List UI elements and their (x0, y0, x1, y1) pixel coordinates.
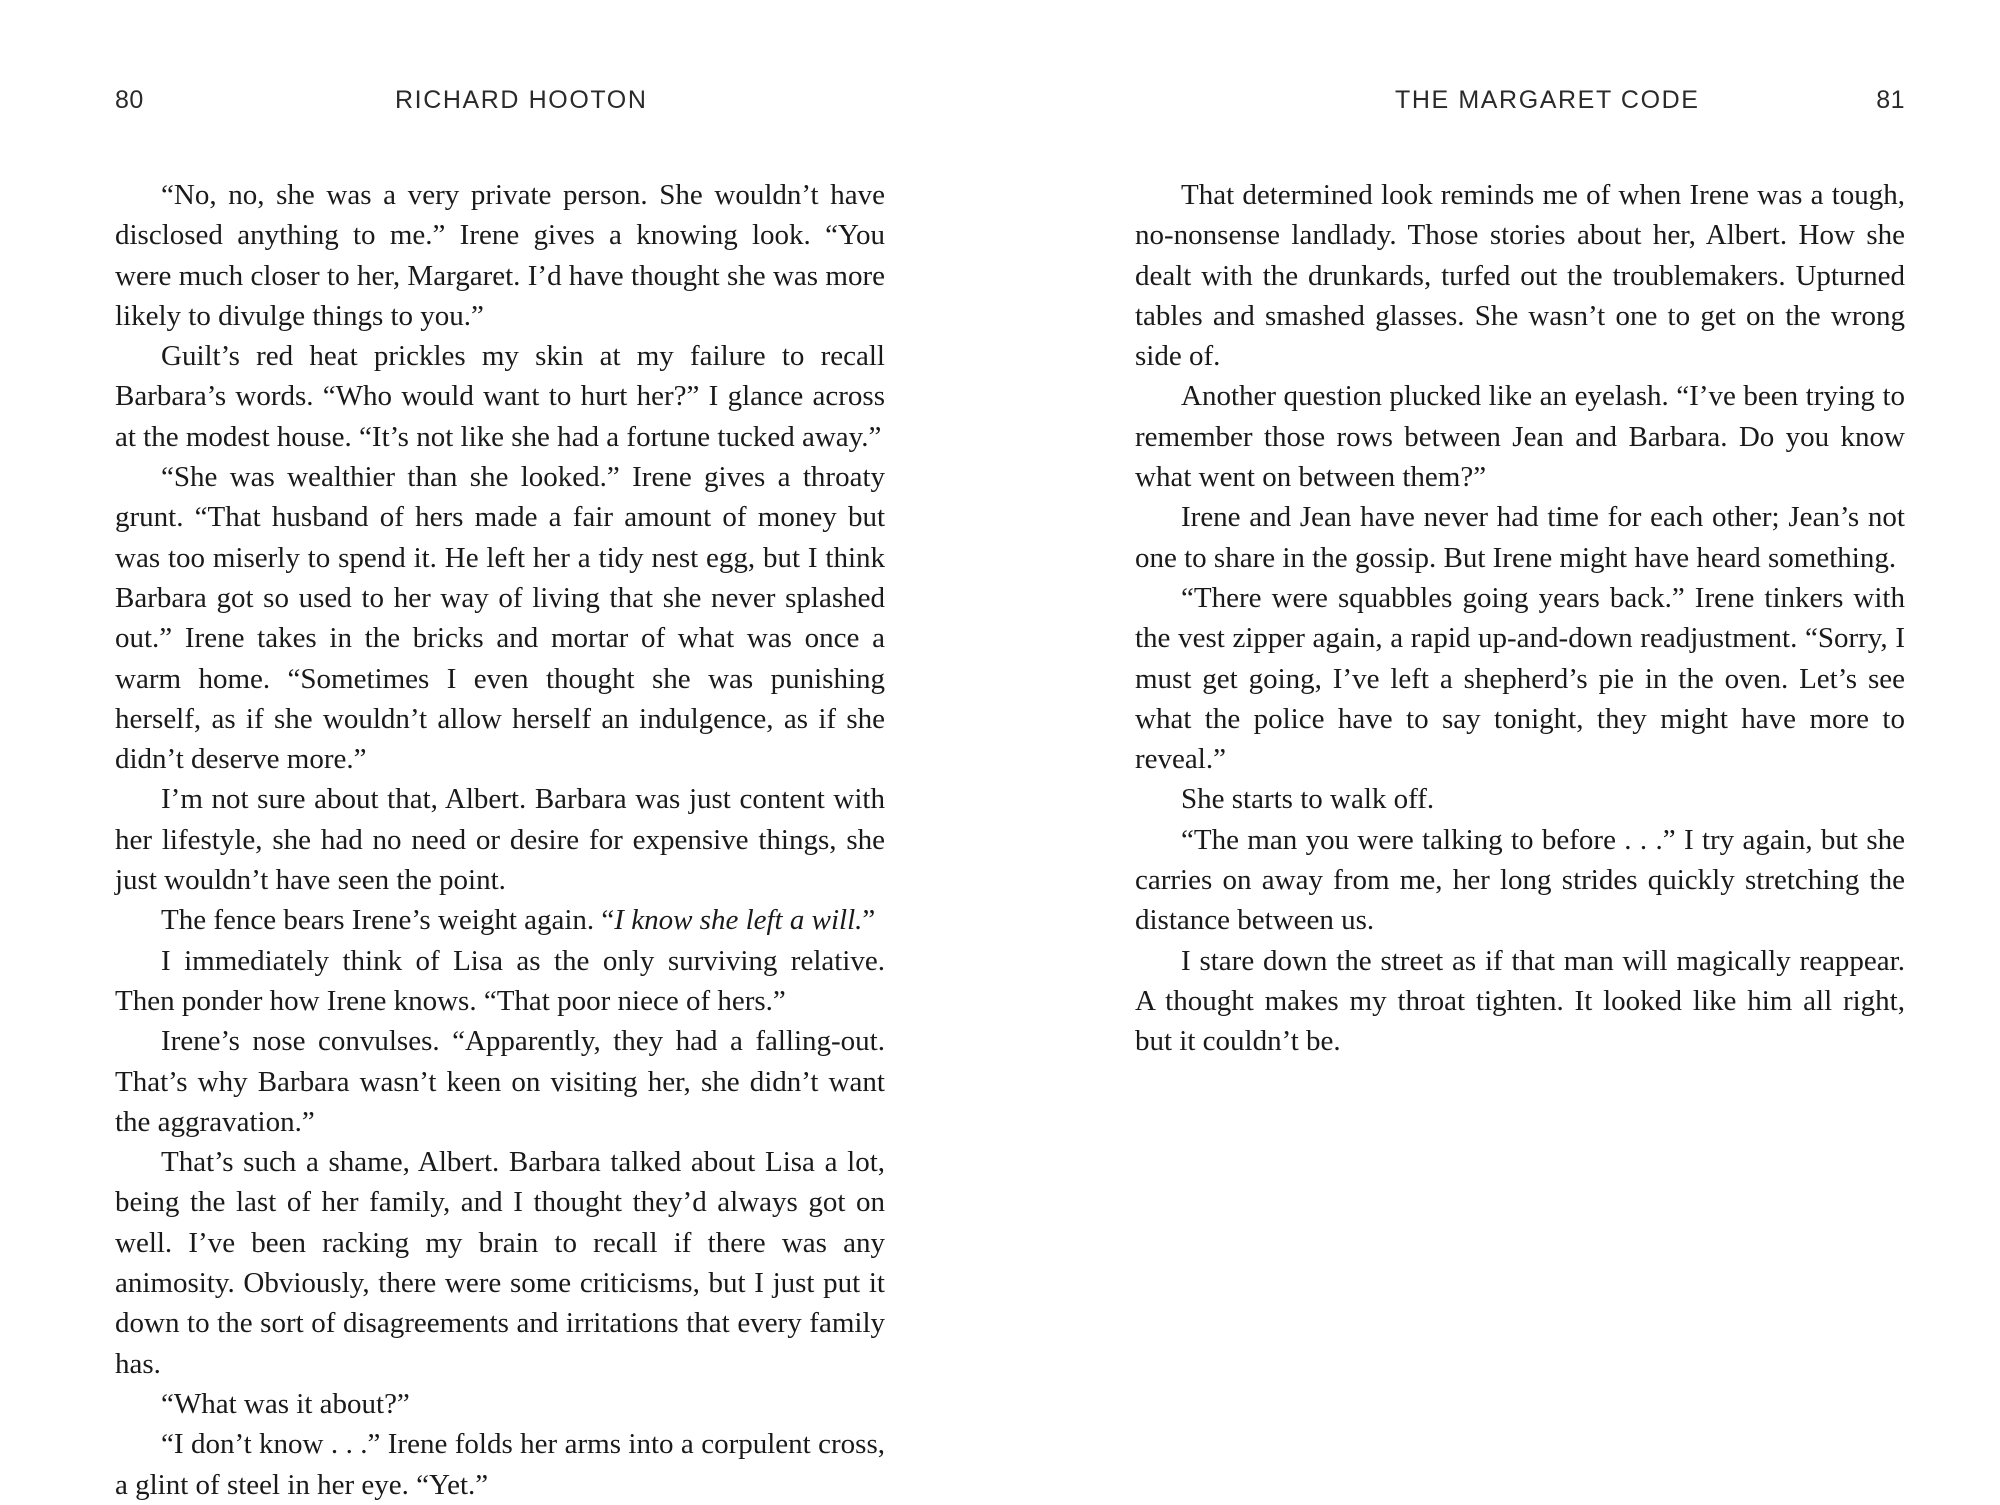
fence-text-after: ” (862, 904, 876, 937)
paragraph: She starts to walk off. (1181, 783, 1435, 816)
paragraph: I stare down the street as if that man will magically reappear. A thought makes my throat tighten. It looked like him all right, but it couldn’t be. (1135, 944, 1905, 1058)
right-page-text (1135, 175, 1905, 1062)
paragraph: I’m not sure about that, Albert. Barbara was just content with her lifestyle, she had no need or desire for expensive things, she just wouldn’t have seen the point. (115, 783, 885, 897)
paragraph: Irene’s nose convulses. “Apparently, they had a falling-out. That’s why Barbara wasn’t keen on visiting her, she didn’t want the aggravation.” (115, 1025, 885, 1138)
paragraph: “I don’t know . . .” Irene folds her arms into a corpulent cross, a glint of steel in her eye. “Yet.” (115, 1428, 885, 1501)
right-running-head (1135, 86, 1905, 126)
paragraph: “There were squabbles going years back.” Irene tinkers with the vest zipper again, a rapid up-and-down readjustment. “Sorry, I must get going, I’ve left a shepherd’s pie in the oven. Let’s see what the police have to say tonight, they might have more to reveal.” (1135, 581, 1905, 776)
left-running-head-author: RICHARD HOOTON (395, 86, 648, 114)
paragraph: “No, no, she was a very private person. She wouldn’t have disclosed anything to me.” Irene gives a knowing look. “You were much closer to her, Margaret. I’d have thought she was more likely to divulge things to you.” (115, 179, 885, 332)
paragraph: “The man you were talking to before . . .” I try again, but she carries on away from me, her long strides quickly stretching the distance between us. (1135, 823, 1905, 937)
paragraph: “She was wealthier than she looked.” Irene gives a throaty grunt. “That husband of hers made a fair amount of money but was too miserly to spend it. He left her a tidy nest egg, but I think Barbara got so used to her way of living that she never splashed out.” Irene takes in the bricks and mortar of what was once a warm home. “Sometimes I even thought she was punishing herself, as if she wouldn’t allow herself an indulgence, as if she didn’t deserve more.” (115, 461, 885, 776)
fence-text-italic: I know she left a will. (614, 904, 863, 937)
left-page-number: 80 (115, 86, 144, 114)
right-running-head-title: THE MARGARET CODE (1395, 86, 1700, 114)
right-page-number: 81 (1876, 86, 1905, 114)
paragraph: That determined look reminds me of when Irene was a tough, no-nonsense landlady. Those stories about her, Albert. How she dealt with the drunkards, turfed out the troublemakers. Upturned tables and smashed glasses. She wasn’t one to get on the wrong side of. (1135, 179, 1905, 373)
right-page (1135, 0, 1905, 1500)
paragraph: Guilt’s red heat prickles my skin at my failure to recall Barbara’s words. “Who would want to hurt her?” I glance across at the modest house. “It’s not like she had a fortune tucked away.” (115, 340, 885, 453)
paragraph: Another question plucked like an eyelash. “I’ve been trying to remember those rows between Jean and Barbara. Do you know what went on between them?” (1135, 380, 1905, 494)
left-page (115, 0, 885, 1500)
paragraph: That’s such a shame, Albert. Barbara talked about Lisa a lot, being the last of her family, and I thought they’d always got on well. I’ve been racking my brain to recall if there was any animosity. Obviously, there were some criticisms, but I just put it down to the sort of disagreements and irritations that every family has. (115, 1146, 885, 1380)
fence-text-before: The fence bears Irene’s weight again. “ (161, 904, 615, 937)
paragraph-fence (115, 900, 885, 940)
left-page-text (115, 175, 885, 1505)
left-running-head (115, 86, 885, 126)
paragraph: Irene and Jean have never had time for each other; Jean’s not one to share in the gossip. But Irene might have heard something. (1135, 501, 1905, 574)
paragraph: I immediately think of Lisa as the only surviving relative. Then ponder how Irene knows. “That poor niece of hers.” (115, 944, 885, 1017)
paragraph: “What was it about?” (161, 1387, 410, 1420)
